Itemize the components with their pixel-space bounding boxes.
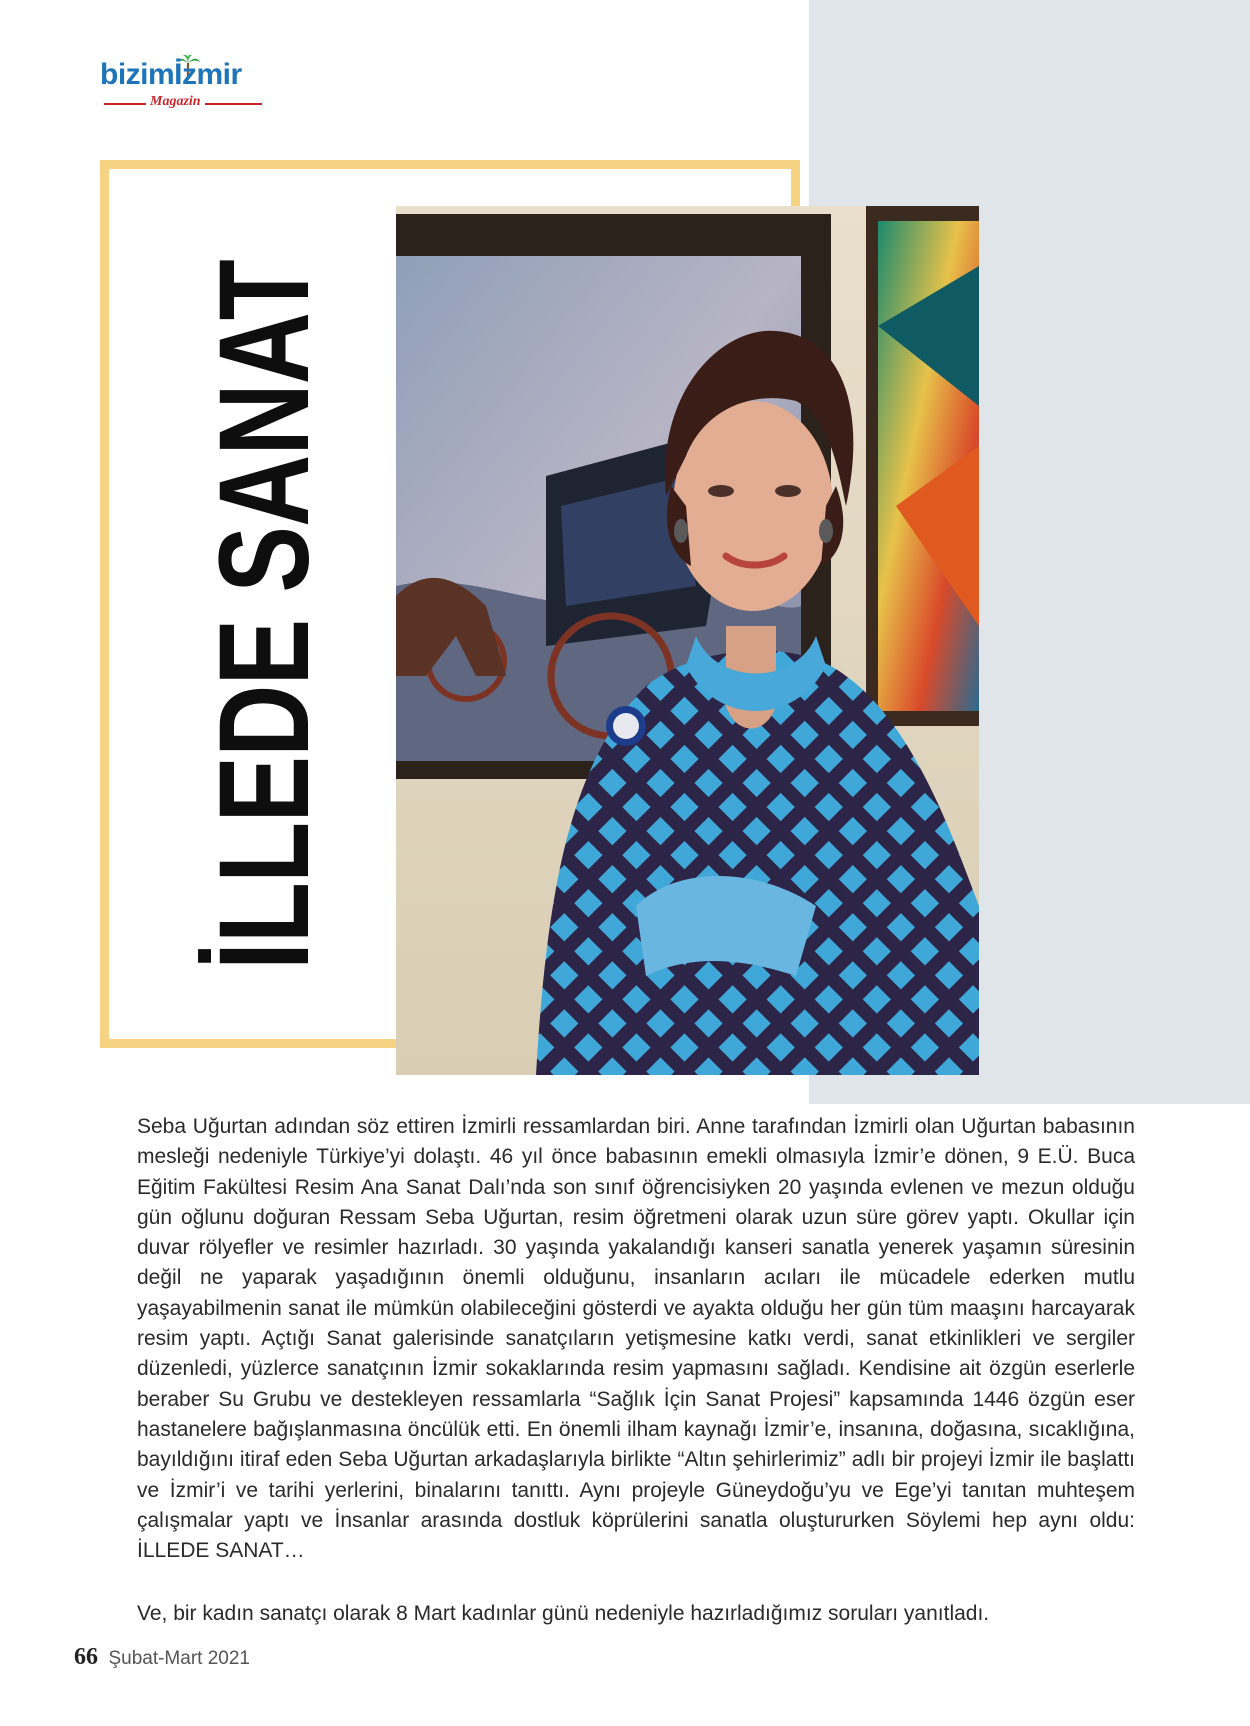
page-title-text: İLLEDE SANAT	[193, 260, 336, 970]
portrait-photo	[396, 206, 979, 1075]
logo-text: bizimİzmir	[100, 58, 242, 91]
page-title	[193, 160, 336, 1070]
magazine-logo	[100, 58, 270, 118]
article-body: Seba Uğurtan adından söz ettiren İzmirli ressamlardan biri. Anne tarafından İzmirli olan Uğurtan babasının mesleği nedeniyle Türkiye’yi dolaştı. 46 yıl önce babasının emekli olmasıyla İzmir’e dönen, 9 E.Ü. Buca Eğitim Fakültesi Resim Ana Sanat Dalı’nda son sınıf öğrencisiyken 20 yaşında evlenen ve mezun olduğu gün oğlunu doğuran Ressam Seba Uğurtan, resim öğretmeni olarak uzun süre görev yaptı. Okullar için duvar rölyefler ve resimler hazırladı. 30 yaşında yakalandığı kanseri sanatla yenerek yaşamın süresinin değil ne yaparak yaşadığının önemli olduğunu, insanların acıları ile mücadele ederken mutlu yaşayabilmenin sanat ile mümkün olabileceğini gösterdi ve ayakta olduğu her gün tüm maaşını harcayarak resim yaptı. Açtığı Sanat galerisinde sanatçıların yetişmesine katkı verdi, sanat etkinlikleri ve sergiler düzenledi, yüzlerce sanatçının İzmir sokaklarında resim yapmasını sağladı. Kendisine ait özgün eserlerle beraber Su Grubu ve destekleyen ressamlarla “Sağlık İçin Sanat Projesi” kapsamında 1446 özgün eser hastanelere bağışlanmasına öncülük etti. En önemli ilham kaynağı İzmir’e, insanına, doğasına, sıcaklığına, bayıldığını itiraf eden Seba Uğurtan arkadaşlarıyla birlikte “Altın şehirlerimiz” adlı bir projeyi İzmir ile başlattı ve İzmir’i ve tarihi yerlerini, binalarını tanıttı. Aynı projeyle Güneydoğu’yu ve Ege’yi tanıtan muhteşem çalışmalar yaptı ve İnsanlar arasında dostluk köprülerini sanatla oluştururken Söylemi hep aynı oldu: İLLEDE SANAT…	[137, 1115, 1135, 1563]
issue-date: Şubat-Mart 2021	[108, 1648, 250, 1669]
page-number: 66	[74, 1644, 98, 1670]
article-closing: Ve, bir kadın sanatçı olarak 8 Mart kadınlar günü nedeniyle hazırladığımız soruları yanıtladı.	[137, 1602, 990, 1625]
page-footer	[74, 1644, 250, 1671]
portrait-illustration	[396, 206, 979, 1075]
logo-subtitle: Magazin	[146, 94, 205, 110]
vertical-title-container	[190, 215, 340, 1015]
